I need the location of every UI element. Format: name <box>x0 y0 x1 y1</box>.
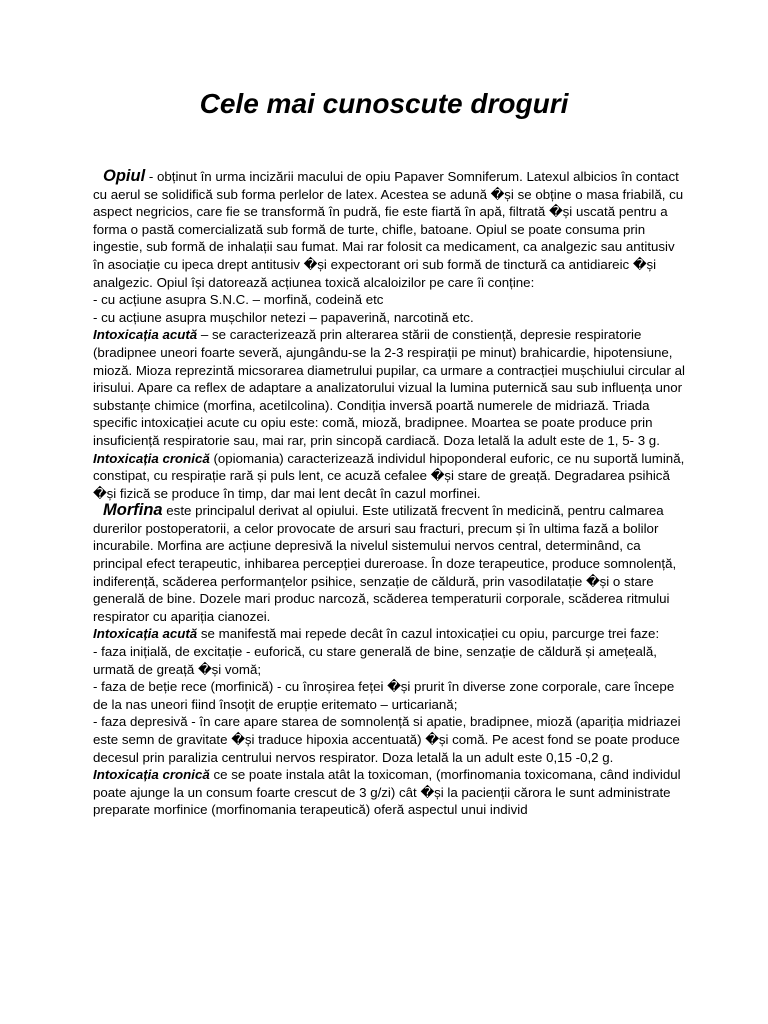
opiu-chronic-text: (opiomania) caracterizează individul hipoponderal euforic, ce nu suportă lumină, constipat, cu respirație rară și puls lent, ce acuză cefalee �și stare de greață. Degradarea psihică �și fizică se produce în timp, dar mai lent decât în cazul morfinei. <box>93 450 685 501</box>
opiu-acute-text: – se caracterizează prin alterarea stării de constiență, depresie respiratorie (bradipnee uneori foarte severă, ajungându-se la 2-3 respirații pe minut) brahicardie, hipotensiune, mioză. Mioza reprezintă micsorarea diametrului pupilar, ca urmare a contracției mușchiului circular al irisului. Apare ca reflex de adaptare a analizatorului vizual la lumina puternică sau sub influența unor substanțe chimice (morfina, acetilcolina). Condiția inversă poartă numerele de midriază. Triada specific intoxicației acute cu opiu este: comă, mioză, bradipnee. Moartea se poate produce prin insuficiență respiratorie sau, mai rar, prin sincopă cardiacă. Doza letală la adult este de 1, 5- 3 g. <box>93 327 685 448</box>
opiu-acute-label: Intoxicația acută <box>93 327 198 343</box>
opiu-chronic-label: Intoxicația cronică <box>93 450 210 466</box>
morfina-acute-label: Intoxicația acută <box>93 626 198 642</box>
document-body <box>93 168 685 819</box>
document-title: Cele mai cunoscute droguri <box>199 88 569 119</box>
morfina-phase-depressive: - faza depresivă - în care apare starea de somnolență si apatie, bradipnee, mioză (apariția midriazei este semn de gravitate �și traduce hipoxia accentuată) �și comă. Pe acest fond se poate produce decesul prin paralizia centrului nervos respirator. Doza letală la un adult este 0,15 -0,2 g. <box>93 714 681 765</box>
morfina-acute-paragraph <box>93 625 685 643</box>
morfina-intro-text: este principalul derivat al opiului. Este utilizată frecvent în medicină, pentru calmarea durerilor postoperatorii, a celor provocate de arsuri sau fracturi, precum și în ultima fază a bolilor incurabile. Morfina are acțiune depresivă la nivelul sistemului nervos central, determinând, ca principal efect terapeutic, inhibarea percepției dureroase. În doze terapeutice, produce somnolență, indiferență, scăderea performanțelor psihice, senzație de căldură, prin vasodilatație �și o stare generală de bine. Dozele mari produc narcoză, scăderea temperaturii corporale, scăderea ritmului respirator cu apariția cianozei. <box>93 503 677 624</box>
morfina-chronic-paragraph <box>93 766 685 819</box>
morfina-term: Morfina <box>103 501 163 520</box>
morfina-intro-paragraph <box>93 502 685 625</box>
morfina-chronic-label: Intoxicația cronică <box>93 767 210 783</box>
morfina-chronic-text: ce se poate instala atât la toxicoman, (morfinomania toxicomana, când individul poate ajunge la un consum foarte crescut de 3 g/zi) cât �și la pacienții cărora le sunt administrate preparate morfinice (morfinomania terapeutică) oferă aspectul unui individ <box>93 767 681 818</box>
opiu-intro-text: - obținut în urma incizării macului de opiu Papaver Somniferum. Latexul albicios în contact cu aerul se solidifică sub forma perlelor de latex. Acestea se adună �și se obține o masa friabilă, cu aspect negricios, care fie se transformă în pudră, fie este fiartă în apă, filtrată �și uscată pentru a forma o pastă comercializată sub formă de turte, chifle, batoane. Opiul se poate consuma prin ingestie, sub formă de inhalații sau fumat. Mai rar folosit ca medicament, ca analgezic sau antitusiv în asociație cu ipeca drept antitusiv �și expectorant ori sub formă de tinctură ca antidiareic �și analgezic. Opiul își datorează acțiunea toxică alcaloizilor pe care îi conține: <box>93 169 684 290</box>
opiu-intro-paragraph <box>93 168 685 291</box>
morfina-phase-initial: - faza inițială, de excitație - euforică, cu stare generală de bine, senzație de căldură și amețeală, urmată de greață �și vomă; <box>93 644 657 677</box>
opiu-effect-muscles: - cu acțiune asupra mușchilor netezi – papaverină, narcotină etc. <box>93 309 474 325</box>
opiu-acute-paragraph <box>93 326 685 449</box>
morfina-phase-cold-drunkenness: - faza de beție rece (morfinică) - cu înroșirea feței �și prurit în diverse zone corporale, care începe de la nas uneori fiind însoțit de erupție eritemato – urticariană; <box>93 679 675 712</box>
opiu-term: Opiul <box>103 167 146 185</box>
morfina-acute-text: se manifestă mai repede decât în cazul intoxicației cu opiu, parcurge trei faze: <box>197 626 660 642</box>
opiu-effect-snc: - cu acțiune asupra S.N.C. – morfină, codeină etc <box>93 292 384 308</box>
opiu-chronic-paragraph <box>93 450 685 503</box>
